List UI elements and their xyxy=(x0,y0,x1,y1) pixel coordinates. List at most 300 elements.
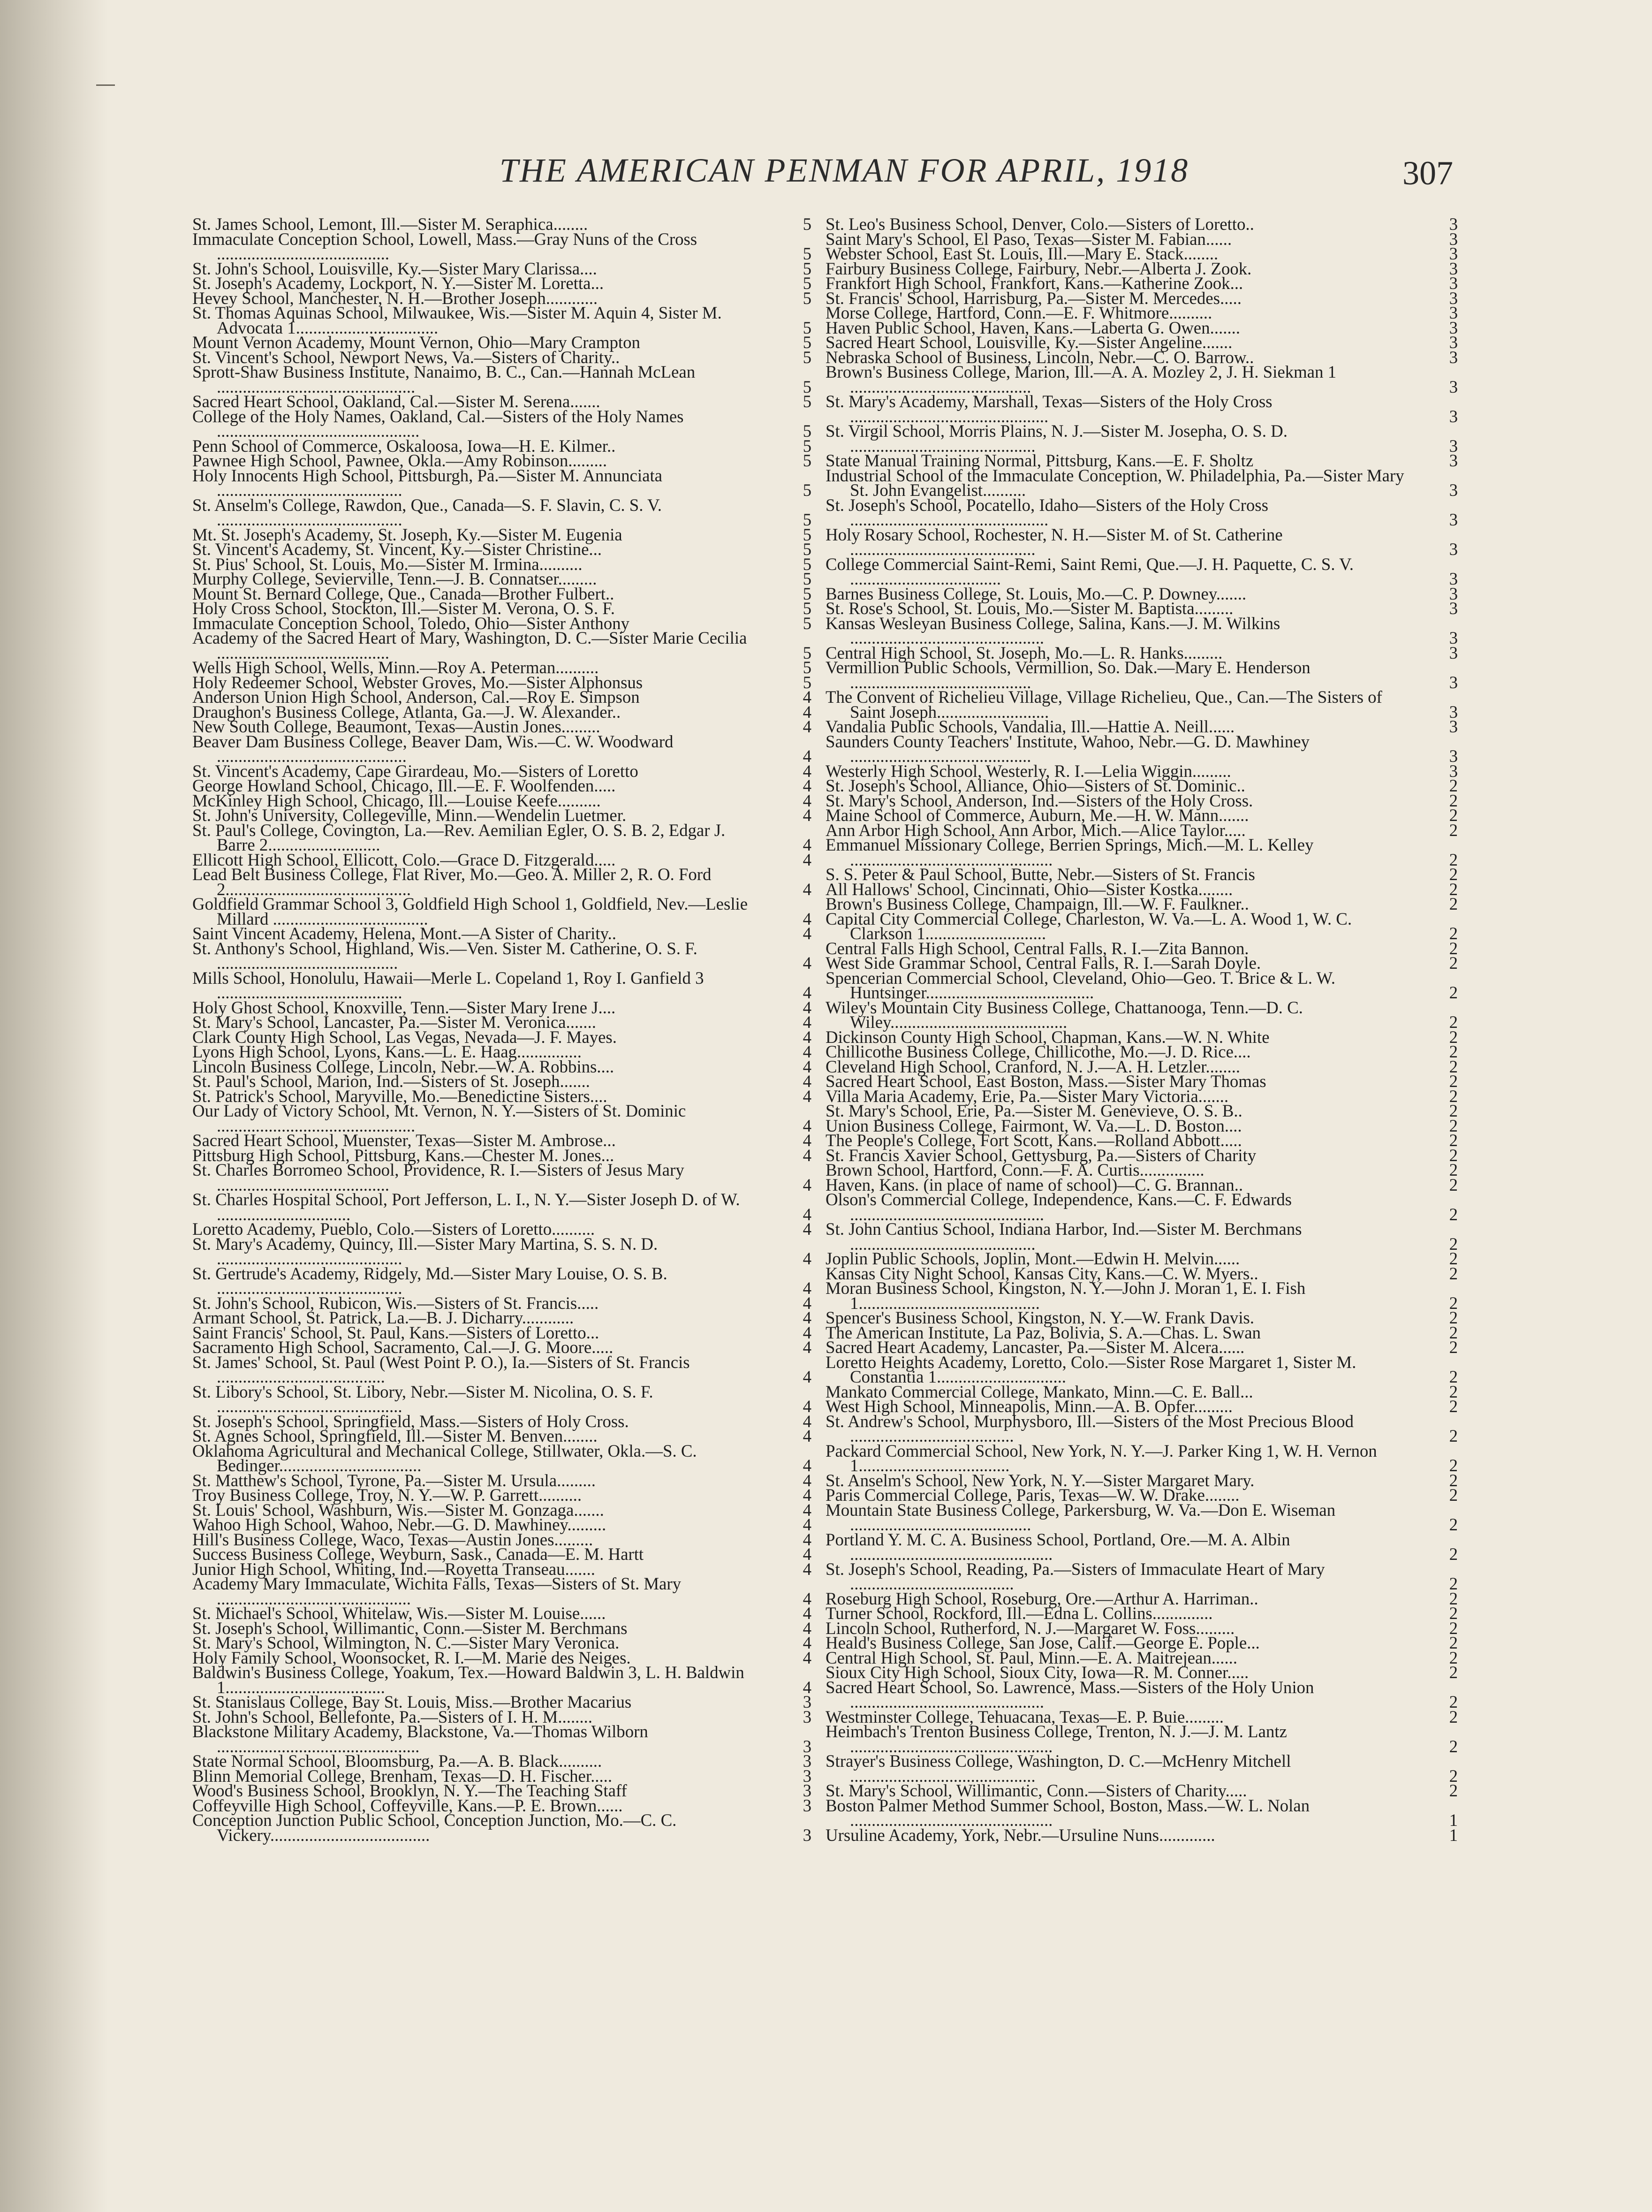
entry-text: Junior High School, Whiting, Ind.—Royetta Transeau....... xyxy=(192,1559,595,1579)
entry-text: Sacred Heart School, Muenster, Texas—Sister M. Ambrose... xyxy=(192,1131,616,1150)
entry-text: St. Michael's School, Whitelaw, Wis.—Sister M. Louise...... xyxy=(192,1604,606,1623)
entry-count: 2 xyxy=(1449,1249,1458,1268)
list-entry xyxy=(192,1810,811,1845)
entry-text: Academy of the Sacred Heart of Mary, Washington, D. C.—Sister Marie Cecilia ........................................ xyxy=(192,628,747,662)
entry-count: 3 xyxy=(1449,540,1458,559)
entry-text: Spencer's Business School, Kingston, N. Y.—W. Frank Davis. xyxy=(826,1308,1254,1327)
entry-count: 1 xyxy=(1449,1825,1458,1845)
page-header-title: THE AMERICAN PENMAN FOR APRIL, 1918 xyxy=(499,152,1190,189)
list-entry xyxy=(826,1500,1458,1534)
entry-text: The People's College, Fort Scott, Kans.—Rolland Abbott..... xyxy=(826,1131,1242,1150)
entry-count: 4 xyxy=(803,1648,811,1667)
entry-count: 4 xyxy=(803,1027,811,1047)
entry-count: 2 xyxy=(1449,1470,1458,1490)
entry-text: St. Libory's School, St. Libory, Nebr.—Sister M. Nicolina, O. S. F. ........................................... xyxy=(192,1382,653,1416)
entry-count: 5 xyxy=(803,451,811,470)
entry-text: Sacred Heart School, Oakland, Cal.—Sister M. Serena....... xyxy=(192,392,600,411)
entry-text: Academy Mary Immaculate, Wichita Falls, Texas—Sisters of St. Mary ............................................. xyxy=(192,1574,682,1608)
entry-count: 2 xyxy=(1449,879,1458,899)
entry-text: George Howland School, Chicago, Ill.—E. F. Woolfenden..... xyxy=(192,776,616,795)
entry-count: 4 xyxy=(803,1338,811,1357)
list-entry xyxy=(826,1751,1458,1786)
entry-text: Sacred Heart Academy, Lancaster, Pa.—Sister M. Alcera...... xyxy=(826,1338,1245,1357)
entry-text: Heald's Business College, San Jose, Calif.—George E. Pople... xyxy=(826,1633,1260,1652)
entry-count: 2 xyxy=(1449,1648,1458,1667)
entry-text: Union Business College, Fairmont, W. Va.—L. D. Boston.... xyxy=(826,1116,1242,1135)
page-number: 307 xyxy=(1402,154,1453,192)
entry-text: St. James' School, St. Paul (West Point P. O.), Ia.—Sisters of St. Francis ....................................... xyxy=(192,1352,690,1386)
entry-text: Haven, Kans. (in place of name of school)—C. G. Brannan.. xyxy=(826,1175,1243,1194)
entry-count: 3 xyxy=(803,1707,811,1726)
list-entry xyxy=(192,628,811,662)
entry-text: St. John's School, Bellefonte, Pa.—Sisters of I. H. M........ xyxy=(192,1707,592,1726)
entry-text: Mt. St. Joseph's Academy, St. Joseph, Ky.—Sister M. Eugenia xyxy=(192,524,622,544)
entry-text: Lincoln Business College, Lincoln, Nebr.—W. A. Robbins.... xyxy=(192,1057,614,1076)
entry-text: Barnes Business College, St. Louis, Mo.—C. P. Downey....... xyxy=(826,584,1247,603)
entry-count: 5 xyxy=(803,347,811,367)
entry-text: Haven Public School, Haven, Kans.—Laberta G. Owen....... xyxy=(826,318,1240,337)
entry-count: 2 xyxy=(1449,1589,1458,1608)
entry-count: 4 xyxy=(803,717,811,736)
entry-text: St. Francis Xavier School, Gettysburg, Pa.—Sisters of Charity xyxy=(826,1145,1257,1165)
entry-text: St. John's School, Louisville, Ky.—Sister Mary Clarissa.... xyxy=(192,258,597,278)
entry-text: Blinn Memorial College, Brenham, Texas—D. H. Fischer..... xyxy=(192,1766,613,1786)
entry-count: 4 xyxy=(803,1515,811,1534)
entry-count: 5 xyxy=(803,244,811,263)
entry-count: 5 xyxy=(803,421,811,441)
entry-text: Spencerian Commercial School, Cleveland, Ohio—Geo. T. Brice & L. W. Huntsinger....................................... xyxy=(826,968,1335,1002)
entry-count: 2 xyxy=(1449,1397,1458,1416)
entry-count: 4 xyxy=(803,1012,811,1032)
entry-count: 4 xyxy=(803,1116,811,1135)
entry-count: 4 xyxy=(803,1470,811,1490)
entry-text: Moran Business School, Kingston, N. Y.—John J. Moran 1, E. I. Fish 1.......................................... xyxy=(826,1278,1306,1313)
entry-count: 4 xyxy=(803,1500,811,1520)
entry-count: 4 xyxy=(803,1618,811,1638)
entry-text: Capital City Commercial College, Charleston, W. Va.—L. A. Wood 1, W. C. Clarkson 1............................ xyxy=(826,909,1352,943)
entry-count: 2 xyxy=(1449,1072,1458,1091)
entry-text: St. Agnes School, Springfield, Ill.—Sister M. Benven........ xyxy=(192,1426,598,1445)
entry-text: Holy Cross School, Stockton, Ill.—Sister M. Verona, O. S. F. xyxy=(192,599,615,618)
entry-text: Nebraska School of Business, Lincoln, Nebr.—C. O. Barrow.. xyxy=(826,347,1254,367)
entry-text: Chillicothe Business College, Chillicothe, Mo.—J. D. Rice.... xyxy=(826,1042,1251,1061)
entry-text: St. Joseph's Academy, Lockport, N. Y.—Sister M. Loretta... xyxy=(192,274,604,293)
list-entry xyxy=(826,687,1458,722)
list-entry xyxy=(826,421,1458,456)
entry-count: 4 xyxy=(803,1456,811,1475)
entry-count: 2 xyxy=(1449,1766,1458,1786)
right-column-list xyxy=(826,214,1458,1845)
entry-count: 5 xyxy=(803,613,811,633)
entry-text: St. Paul's College, Covington, La.—Rev. Aemilian Egler, O. S. B. 2, Edgar J. Barre 2.......................... xyxy=(192,820,726,854)
entry-text: Ann Arbor High School, Ann Arbor, Mich.—Alice Taylor..... xyxy=(826,820,1246,840)
entry-count: 2 xyxy=(1449,1781,1458,1800)
entry-text: Our Lady of Victory School, Mt. Vernon, N. Y.—Sisters of St. Dominic .............................................. xyxy=(192,1101,686,1135)
entry-text: College of the Holy Names, Oakland, Cal.—Sisters of the Holy Names ............................................... xyxy=(192,406,684,441)
entry-count: 2 xyxy=(1449,1175,1458,1194)
list-entry xyxy=(826,554,1458,588)
entry-count: 4 xyxy=(803,702,811,722)
entry-text: Holy Ghost School, Knoxville, Tenn.—Sister Mary Irene J.... xyxy=(192,997,616,1017)
entry-text: Mills School, Honolulu, Hawaii—Merle L. Copeland 1, Roy I. Ganfield 3 ........................................... xyxy=(192,968,704,1002)
entry-count: 5 xyxy=(803,288,811,308)
entry-count: 3 xyxy=(1449,702,1458,722)
entry-text: Loretto Heights Academy, Loretto, Colo.—Sister Rose Margaret 1, Sister M. Constantia 1.............................. xyxy=(826,1352,1356,1386)
entry-count: 2 xyxy=(1449,1234,1458,1254)
entry-text: Sacred Heart School, East Boston, Mass.—Sister Mary Thomas xyxy=(826,1072,1266,1091)
list-entry xyxy=(192,867,811,897)
entry-text: Ellicott High School, Ellicott, Colo.—Grace D. Fitzgerald..... xyxy=(192,850,616,869)
entry-text: Holy Redeemer School, Webster Groves, Mo.—Sister Alphonsus xyxy=(192,672,643,692)
entry-text: St. Matthew's School, Tyrone, Pa.—Sister M. Ursula......... xyxy=(192,1470,596,1490)
entry-text: St. Virgil School, Morris Plains, N. J.—Sister M. Josepha, O. S. D. ........................................... xyxy=(826,421,1288,456)
list-entry xyxy=(826,1411,1458,1445)
entry-text: Brown School, Hartford, Conn.—F. A. Curtis............... xyxy=(826,1160,1205,1179)
entry-count: 4 xyxy=(803,687,811,707)
list-entry xyxy=(826,1724,1458,1754)
entry-text: St. Pius' School, St. Louis, Mo.—Sister M. Irmina.......... xyxy=(192,554,583,574)
entry-count: 4 xyxy=(803,1529,811,1549)
entry-text: Coffeyville High School, Coffeyville, Kans.—P. E. Brown...... xyxy=(192,1795,623,1815)
entry-text: Morse College, Hartford, Conn.—E. F. Whitmore.......... xyxy=(826,303,1212,322)
entry-count: 3 xyxy=(1449,672,1458,692)
entry-count: 3 xyxy=(1449,480,1458,500)
list-entry xyxy=(826,909,1458,943)
entry-count: 2 xyxy=(1449,953,1458,973)
entry-text: Maine School of Commerce, Auburn, Me.—H. W. Mann....... xyxy=(826,806,1249,825)
list-entry xyxy=(826,524,1458,559)
list-entry xyxy=(192,1103,811,1133)
entry-text: Roseburg High School, Roseburg, Ore.—Arthur A. Harriman.. xyxy=(826,1589,1258,1608)
entry-text: West High School, Minneapolis, Minn.—A. B. Opfer......... xyxy=(826,1397,1233,1416)
entry-text: Holy Rosary School, Rochester, N. H.—Sister M. of St. Catherine ........................................... xyxy=(826,524,1283,559)
entry-count: 5 xyxy=(803,214,811,234)
entry-count: 2 xyxy=(1449,850,1458,869)
entry-count: 3 xyxy=(1449,746,1458,766)
entry-count: 2 xyxy=(1449,938,1458,958)
list-entry xyxy=(826,997,1458,1032)
entry-count: 4 xyxy=(803,983,811,1002)
entry-text: Conception Junction Public School, Conception Junction, Mo.—C. C. Vickery..................................... xyxy=(192,1810,677,1845)
entry-count: 2 xyxy=(1449,1456,1458,1475)
entry-count: 4 xyxy=(803,997,811,1017)
list-entry xyxy=(826,394,1458,424)
entry-text: State Manual Training Normal, Pittsburg, Kans.—E. F. Sholtz xyxy=(826,451,1254,470)
list-entry xyxy=(826,1559,1458,1593)
entry-count: 5 xyxy=(803,658,811,677)
entry-text: McKinley High School, Chicago, Ill.—Louise Keefe.......... xyxy=(192,791,601,810)
entry-count: 5 xyxy=(803,584,811,603)
list-entry xyxy=(192,968,811,1002)
entry-count: 4 xyxy=(803,1249,811,1268)
entry-count: 4 xyxy=(803,1175,811,1194)
entry-text: St. Patrick's School, Maryville, Mo.—Benedictine Sisters.... xyxy=(192,1086,607,1106)
entry-text: St. Joseph's School, Willimantic, Conn.—Sister M. Berchmans xyxy=(192,1618,628,1638)
entry-count: 2 xyxy=(1449,1116,1458,1135)
entry-text: Villa Maria Academy, Erie, Pa.—Sister Mary Victoria....... xyxy=(826,1086,1229,1106)
entry-text: Heimbach's Trenton Business College, Trenton, N. J.—J. M. Lantz ............................................... xyxy=(826,1722,1287,1756)
list-entry xyxy=(826,495,1458,529)
page-edge-mark xyxy=(96,84,115,86)
entry-text: Blackstone Military Academy, Blackstone, Va.—Thomas Wilborn ............................................... xyxy=(192,1722,648,1756)
list-entry xyxy=(826,837,1458,867)
entry-count: 2 xyxy=(1449,1367,1458,1386)
entry-text: St. John Cantius School, Indiana Harbor, Ind.—Sister M. Berchmans ........................................... xyxy=(826,1219,1302,1254)
entry-text: St. Leo's Business School, Denver, Colo.—Sisters of Loretto.. xyxy=(826,214,1254,234)
entry-count: 4 xyxy=(803,1278,811,1298)
entry-text: Mountain State Business College, Parkersburg, W. Va.—Don E. Wiseman .......................................... xyxy=(826,1500,1336,1534)
list-entry xyxy=(192,362,811,396)
entry-text: St. Joseph's School, Pocatello, Idaho—Sisters of the Holy Cross .............................................. xyxy=(826,495,1268,529)
entry-text: St. Andrew's School, Murphysboro, Ill.—Sisters of the Most Precious Blood ...................................... xyxy=(826,1411,1354,1445)
list-entry xyxy=(192,731,811,766)
entry-text: Wood's Business School, Brooklyn, N. Y.—The Teaching Staff xyxy=(192,1781,627,1800)
entry-text: Clark County High School, Las Vegas, Nevada—J. F. Mayes. xyxy=(192,1027,617,1047)
entry-text: Wells High School, Wells, Minn.—Roy A. Peterman.......... xyxy=(192,658,599,677)
entry-count: 5 xyxy=(803,436,811,456)
entry-text: Mount St. Bernard College, Que., Canada—Brother Fulbert.. xyxy=(192,584,614,603)
entry-count: 5 xyxy=(803,392,811,411)
entry-text: S. S. Peter & Paul School, Butte, Nebr.—Sisters of St. Francis xyxy=(826,865,1255,884)
entry-count: 3 xyxy=(1449,510,1458,529)
entry-count: 2 xyxy=(1449,1042,1458,1061)
entry-text: St. Rose's School, St. Louis, Mo.—Sister M. Baptista......... xyxy=(826,599,1234,618)
entry-text: Holy Innocents High School, Pittsburgh, Pa.—Sister M. Annunciata ........................................... xyxy=(192,465,662,500)
entry-count: 2 xyxy=(1449,1086,1458,1106)
entry-text: St. Louis' School, Washburn, Wis.—Sister M. Gonzaga....... xyxy=(192,1500,604,1520)
entry-count: 3 xyxy=(1449,258,1458,278)
entry-count: 5 xyxy=(803,599,811,618)
entry-text: St. Joseph's School, Alliance, Ohio—Sisters of St. Dominic.. xyxy=(826,776,1245,795)
entry-count: 4 xyxy=(803,1633,811,1652)
entry-text: Immaculate Conception School, Lowell, Mass.—Gray Nuns of the Cross ........................................ xyxy=(192,229,697,263)
entry-count: 2 xyxy=(1449,1663,1458,1682)
entry-count: 3 xyxy=(1449,599,1458,618)
entry-count: 5 xyxy=(803,672,811,692)
entry-text: St. Charles Hospital School, Port Jefferson, L. I., N. Y.—Sister Joseph D. of W. ............................... xyxy=(192,1190,740,1224)
entry-text: Hill's Business College, Waco, Texas—Austin Jones......... xyxy=(192,1529,593,1549)
entry-count: 2 xyxy=(1449,1485,1458,1505)
entry-text: St. Charles Borromeo School, Providence, R. I.—Sisters of Jesus Mary ........................................ xyxy=(192,1160,684,1194)
entry-text: Lyons High School, Lyons, Kans.—L. E. Haag............... xyxy=(192,1042,582,1061)
entry-count: 4 xyxy=(803,835,811,854)
entry-count: 2 xyxy=(1449,1027,1458,1047)
entry-text: Lincoln School, Rutherford, N. J.—Margaret W. Foss......... xyxy=(826,1618,1235,1638)
list-entry xyxy=(826,1795,1458,1830)
entry-text: Vermillion Public Schools, Vermillion, So. Dak.—Mary E. Henderson .......................................... xyxy=(826,658,1311,692)
list-entry xyxy=(192,1441,811,1475)
entry-text: Vandalia Public Schools, Vandalia, Ill.—Hattie A. Neill...... xyxy=(826,717,1235,736)
entry-text: Central High School, St. Joseph, Mo.—L. R. Hanks......... xyxy=(826,643,1223,662)
entry-text: Wiley's Mountain City Business College, Chattanooga, Tenn.—D. C. Wiley......................................... xyxy=(826,997,1303,1032)
list-entry xyxy=(826,1529,1458,1564)
entry-text: New South College, Beaumont, Texas—Austin Jones......... xyxy=(192,717,600,736)
entry-count: 2 xyxy=(1449,1308,1458,1327)
list-entry xyxy=(192,1665,811,1695)
list-entry xyxy=(192,1160,811,1194)
entry-text: St. Joseph's School, Reading, Pa.—Sisters of Immaculate Heart of Mary ...................................... xyxy=(826,1559,1325,1593)
entry-text: St. Anselm's College, Rawdon, Que., Canada—S. F. Slavin, C. S. V. ........................................... xyxy=(192,495,662,529)
list-entry xyxy=(826,1441,1458,1475)
entry-count: 4 xyxy=(803,879,811,899)
entry-text: Pittsburg High School, Pittsburg, Kans.—Chester M. Jones... xyxy=(192,1145,614,1165)
entry-count: 3 xyxy=(1449,643,1458,662)
entry-text: Central Falls High School, Central Falls, R. I.—Zita Bannon. xyxy=(826,938,1249,958)
entry-text: Ursuline Academy, York, Nebr.—Ursuline Nuns............. xyxy=(826,1825,1215,1845)
entry-count: 4 xyxy=(803,1544,811,1564)
entry-count: 3 xyxy=(1449,333,1458,352)
entry-count: 2 xyxy=(1449,1160,1458,1179)
entry-count: 5 xyxy=(803,510,811,529)
entry-count: 4 xyxy=(803,1204,811,1224)
entry-text: Boston Palmer Method Summer School, Boston, Mass.—W. L. Nolan ............................................... xyxy=(826,1795,1310,1830)
entry-text: Packard Commercial School, New York, N. Y.—J. Parker King 1, W. H. Vernon 1................................... xyxy=(826,1441,1377,1475)
entry-count: 2 xyxy=(1449,1131,1458,1150)
list-entry xyxy=(192,495,811,529)
entry-text: Westerly High School, Westerly, R. I.—Lelia Wiggin......... xyxy=(826,761,1231,781)
list-entry xyxy=(826,1677,1458,1711)
entry-count: 2 xyxy=(1449,1101,1458,1120)
entry-count: 4 xyxy=(803,1426,811,1445)
entry-count: 2 xyxy=(1449,983,1458,1002)
entry-text: Frankfort High School, Frankfort, Kans.—Katherine Zook... xyxy=(826,274,1243,293)
entry-text: Industrial School of the Immaculate Conception, W. Philadelphia, Pa.—Sister Mary St. John Evangelist.......... xyxy=(826,465,1404,500)
entry-text: Troy Business College, Troy, N. Y.—W. P. Garrett.......... xyxy=(192,1485,582,1505)
entry-count: 3 xyxy=(1449,451,1458,470)
list-entry xyxy=(826,968,1458,1002)
entry-count: 4 xyxy=(803,1485,811,1505)
entry-count: 5 xyxy=(803,274,811,293)
entry-count: 2 xyxy=(1449,1323,1458,1342)
list-entry xyxy=(826,1278,1458,1313)
entry-text: Sioux City High School, Sioux City, Iowa—R. M. Conner..... xyxy=(826,1663,1249,1682)
entry-count: 3 xyxy=(1449,406,1458,426)
entry-count: 2 xyxy=(1449,865,1458,884)
entry-text: Kansas City Night School, Kansas City, Kans.—C. W. Myers.. xyxy=(826,1263,1258,1283)
entry-text: Saint Mary's School, El Paso, Texas—Sister M. Fabian...... xyxy=(826,229,1232,249)
entry-count: 2 xyxy=(1449,1515,1458,1534)
entry-count: 5 xyxy=(803,540,811,559)
entry-count: 5 xyxy=(803,318,811,337)
entry-count: 3 xyxy=(1449,569,1458,588)
entry-count: 2 xyxy=(1449,1426,1458,1445)
entry-text: St. James School, Lemont, Ill.—Sister M. Seraphica........ xyxy=(192,214,588,234)
entry-text: Draughon's Business College, Atlanta, Ga.—J. W. Alexander.. xyxy=(192,702,621,722)
entry-text: St. Vincent's School, Newport News, Va.—Sisters of Charity.. xyxy=(192,347,620,367)
entry-count: 5 xyxy=(803,643,811,662)
entry-text: St. Anselm's School, New York, N. Y.—Sister Margaret Mary. xyxy=(826,1470,1255,1490)
entry-count: 4 xyxy=(803,1323,811,1342)
entry-text: St. Mary's Academy, Quincy, Ill.—Sister Mary Martina, S. S. N. D. ........................................... xyxy=(192,1234,658,1268)
entry-count: 4 xyxy=(803,791,811,810)
entry-count: 3 xyxy=(1449,347,1458,367)
list-entry xyxy=(192,1724,811,1754)
entry-text: Oklahoma Agricultural and Mechanical College, Stillwater, Okla.—S. C. Bedinger................................. xyxy=(192,1441,697,1475)
entry-text: Murphy College, Sevierville, Tenn.—J. B. Connatser......... xyxy=(192,569,597,588)
entry-count: 5 xyxy=(803,333,811,352)
entry-text: Penn School of Commerce, Oskaloosa, Iowa—H. E. Kilmer.. xyxy=(192,436,616,456)
entry-text: Portland Y. M. C. A. Business School, Portland, Ore.—M. A. Albin ............................................... xyxy=(826,1529,1290,1564)
entry-text: St. Joseph's School, Springfield, Mass.—Sisters of Holy Cross. xyxy=(192,1411,629,1431)
entry-text: Hevey School, Manchester, N. H.—Brother Joseph............ xyxy=(192,288,598,308)
entry-count: 4 xyxy=(803,1604,811,1623)
entry-count: 3 xyxy=(1449,377,1458,396)
list-entry xyxy=(826,1192,1458,1222)
entry-text: St. Anthony's School, Highland, Wis.—Ven. Sister M. Catherine, O. S. F. .......................................... xyxy=(192,938,697,973)
list-entry xyxy=(826,1219,1458,1254)
entry-count: 3 xyxy=(1449,244,1458,263)
list-entry xyxy=(826,1825,1458,1845)
entry-count: 5 xyxy=(803,524,811,544)
entry-count: 4 xyxy=(803,1131,811,1150)
entry-text: Dickinson County High School, Chapman, Kans.—W. N. White xyxy=(826,1027,1270,1047)
entry-text: St. Mary's School, Erie, Pa.—Sister M. Genevieve, O. S. B.. xyxy=(826,1101,1243,1120)
entry-count: 2 xyxy=(1449,820,1458,840)
entry-text: St. Mary's School, Wilmington, N. C.—Sister Mary Veronica. xyxy=(192,1633,620,1652)
entry-count: 3 xyxy=(803,1766,811,1786)
entry-count: 3 xyxy=(1449,214,1458,234)
list-entry xyxy=(192,1192,811,1222)
entry-text: Sacramento High School, Sacramento, Cal.—J. G. Moore..... xyxy=(192,1338,614,1357)
entry-text: Brown's Business College, Marion, Ill.—A. A. Mozley 2, J. H. Siekman 1 .......................................... xyxy=(826,362,1337,396)
entry-count: 2 xyxy=(1449,1574,1458,1593)
entry-text: Baldwin's Business College, Yoakum, Tex.—Howard Baldwin 3, L. H. Baldwin 1..................................... xyxy=(192,1663,744,1697)
entry-count: 2 xyxy=(1449,1057,1458,1076)
entry-count: 4 xyxy=(803,850,811,869)
entry-count: 4 xyxy=(803,1057,811,1076)
entry-count: 4 xyxy=(803,1042,811,1061)
entry-text: Paris Commercial College, Paris, Texas—W. W. Drake........ xyxy=(826,1485,1240,1505)
entry-count: 4 xyxy=(803,1397,811,1416)
entry-text: Beaver Dam Business College, Beaver Dam, Wis.—C. W. Woodward ............................................ xyxy=(192,731,674,766)
entry-text: Joplin Public Schools, Joplin, Mont.—Edwin H. Melvin...... xyxy=(826,1249,1240,1268)
entry-text: West Side Grammar School, Central Falls, R. I.—Sarah Doyle. xyxy=(826,953,1261,973)
entry-count: 2 xyxy=(1449,894,1458,913)
entry-count: 3 xyxy=(803,1825,811,1845)
entry-text: College Commercial Saint-Remi, Saint Remi, Que.—J. H. Paquette, C. S. V. ................................... xyxy=(826,554,1354,588)
entry-text: St. Mary's Academy, Marshall, Texas—Sisters of the Holy Cross .............................................. xyxy=(826,392,1273,426)
entry-text: St. Mary's School, Lancaster, Pa.—Sister M. Veronica....... xyxy=(192,1012,596,1032)
entry-count: 4 xyxy=(803,1293,811,1313)
list-entry xyxy=(826,362,1458,396)
entry-count: 4 xyxy=(803,1411,811,1431)
entry-count: 4 xyxy=(803,1072,811,1091)
entry-count: 3 xyxy=(1449,436,1458,456)
entry-count: 4 xyxy=(803,776,811,795)
entry-count: 4 xyxy=(803,1219,811,1239)
list-entry xyxy=(826,1352,1458,1386)
entry-text: Strayer's Business College, Washington, D. C.—McHenry Mitchell ........................................... xyxy=(826,1751,1291,1786)
entry-count: 3 xyxy=(1449,717,1458,736)
entry-text: Brown's Business College, Champaign, Ill.—W. F. Faulkner.. xyxy=(826,894,1249,913)
left-column-list xyxy=(192,214,811,1845)
entry-text: Pawnee High School, Pawnee, Okla.—Amy Robinson......... xyxy=(192,451,607,470)
entry-text: St. Francis' School, Harrisburg, Pa.—Sister M. Mercedes..... xyxy=(826,288,1242,308)
entry-count: 4 xyxy=(803,953,811,973)
entry-count: 2 xyxy=(1449,1618,1458,1638)
entry-text: Immaculate Conception School, Toledo, Ohio—Sister Anthony xyxy=(192,613,629,633)
entry-text: Saint Vincent Academy, Helena, Mont.—A Sister of Charity.. xyxy=(192,924,616,943)
entry-count: 2 xyxy=(1449,1633,1458,1652)
list-entry xyxy=(192,465,811,500)
entry-count: 4 xyxy=(803,909,811,928)
entry-count: 4 xyxy=(803,1367,811,1386)
list-entry xyxy=(192,406,811,441)
entry-count: 3 xyxy=(803,1736,811,1756)
entry-text: All Hallows' School, Cincinnati, Ohio—Sister Kostka........ xyxy=(826,879,1233,899)
entry-count: 2 xyxy=(1449,1544,1458,1564)
entry-count: 3 xyxy=(1449,628,1458,647)
